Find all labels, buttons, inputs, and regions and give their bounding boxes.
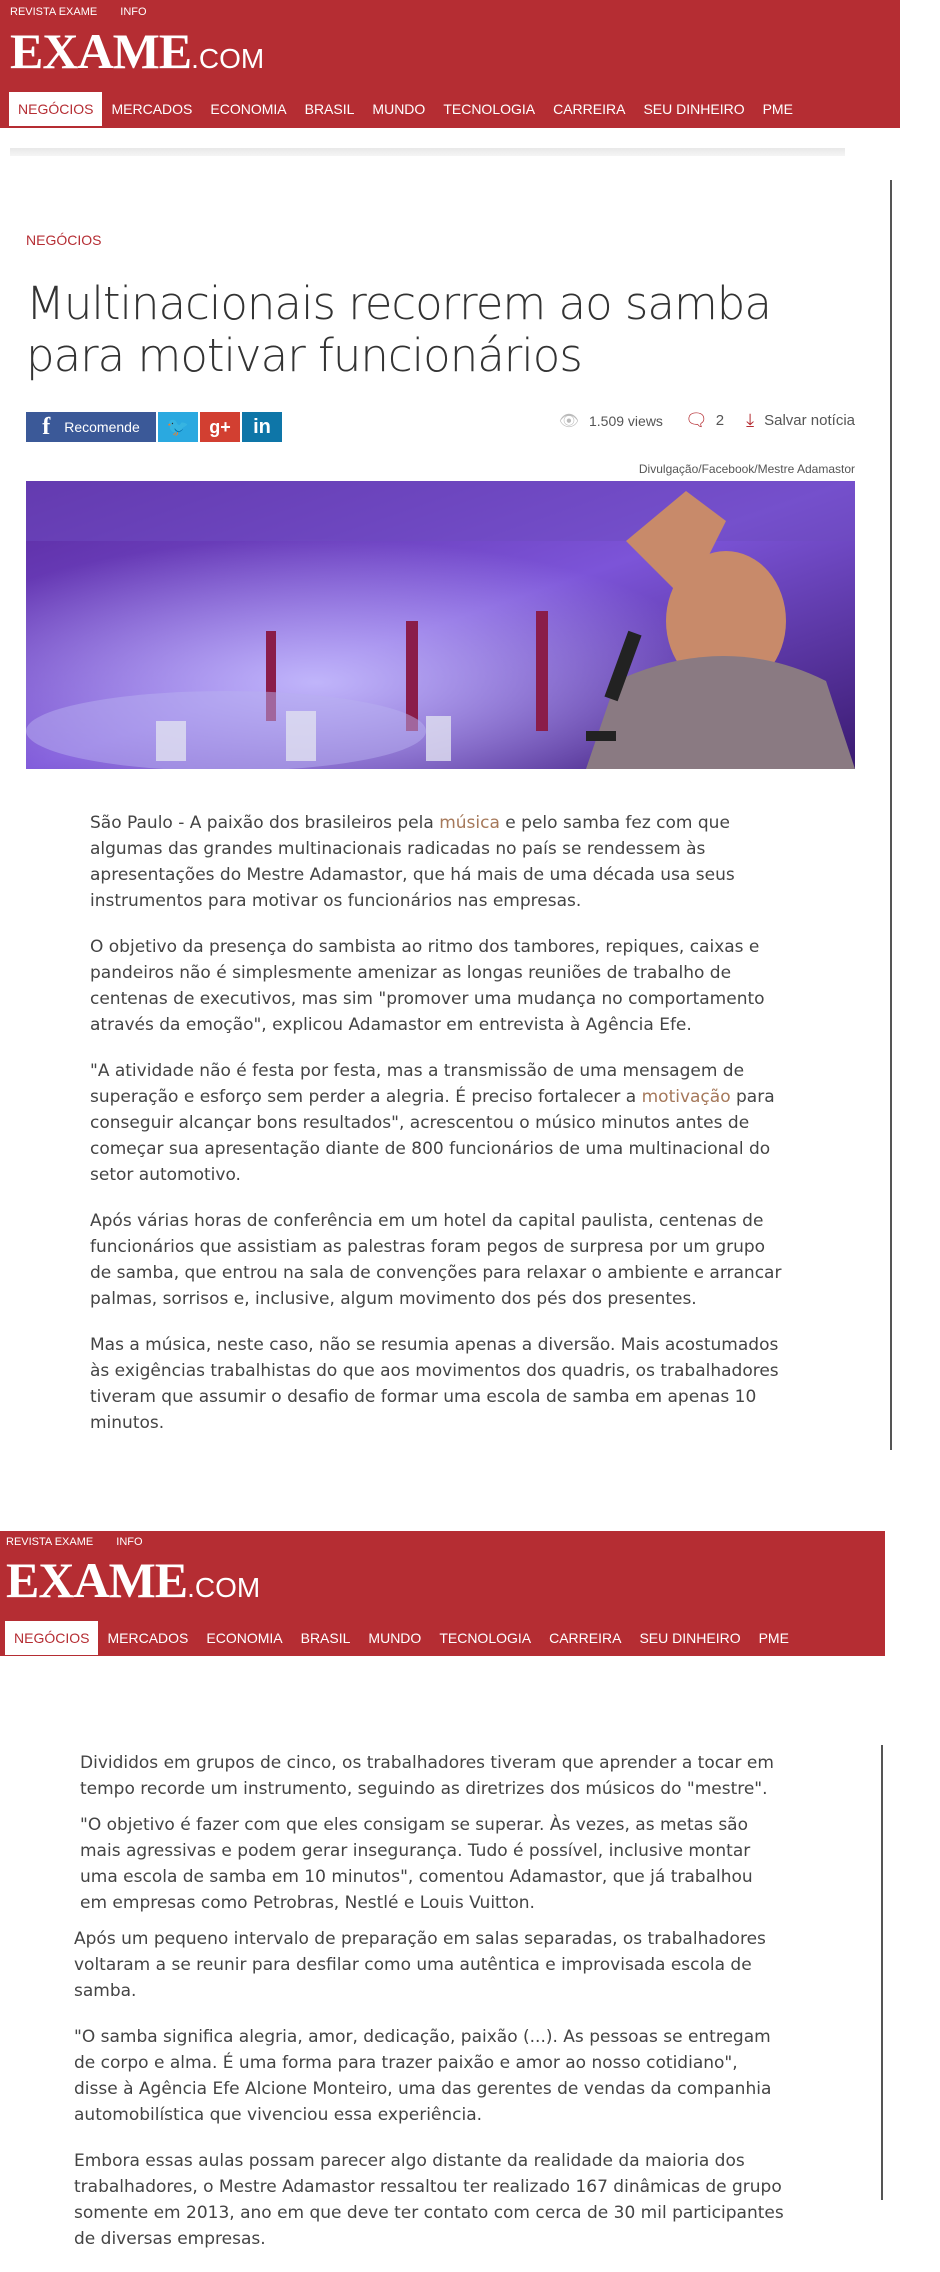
linkedin-share-button[interactable] [242, 412, 282, 442]
exame-logo[interactable] [6, 1552, 261, 1608]
nav-item-seu-dinheiro[interactable]: SEU DINHEIRO [643, 101, 745, 117]
article-paragraph: São Paulo - A paixão dos brasileiros pela música e pelo samba fez com que algumas das grandes multinacionais radicadas no país se rendessem às apresentações do Mestre Adamastor, que há mais de uma década usa seus instrumentos para motivar os funcionários nas empresas. [90, 813, 735, 911]
nav-item-tecnologia[interactable]: TECNOLOGIA [443, 101, 536, 117]
top-link-revista-exame[interactable]: REVISTA EXAME [6, 1536, 94, 1548]
nav-item-mundo[interactable]: MUNDO [372, 101, 426, 117]
nav-item-mercados[interactable]: MERCADOS [111, 101, 193, 117]
logo-suffix: .COM [191, 43, 265, 74]
logo-main: EXAME [10, 23, 192, 79]
right-border-line [890, 180, 892, 805]
save-icon[interactable]: ⤓ [746, 410, 755, 430]
article-paragraph: Divididos em grupos de cinco, os trabalhadores tiveram que aprender a tocar em tempo recorde um instrumento, seguindo as diretrizes dos músicos do "mestre". [80, 1753, 774, 1799]
nav-item-negocios[interactable]: NEGÓCIOS [5, 1621, 98, 1655]
save-news-link[interactable]: Salvar notícia [764, 412, 855, 429]
comment-count[interactable]: 2 [715, 412, 725, 429]
eye-icon: 👁 [558, 412, 579, 430]
top-links [6, 1536, 163, 1548]
logo-suffix: .COM [187, 1572, 261, 1603]
facebook-icon: f [42, 413, 51, 440]
nav-item-brasil[interactable]: BRASIL [300, 1630, 351, 1646]
twitter-icon: 🐦 [166, 416, 190, 437]
logo-main: EXAME [6, 1552, 188, 1608]
article-paragraph: Após várias horas de conferência em um hotel da capital paulista, centenas de funcionários que assistiam as palestras foram pegos de surpresa por um grupo de samba, que entrou na sala de convenções para relaxar o ambiente e arrancar palmas, sorrisos e, inclusive, algum movimento dos pés dos presentes. [90, 1211, 782, 1309]
facebook-label: Recomende [64, 419, 140, 435]
nav-item-seu-dinheiro[interactable]: SEU DINHEIRO [639, 1630, 741, 1646]
article-meta [559, 410, 855, 431]
nav-item-pme[interactable]: PME [762, 101, 793, 117]
linkedin-icon: in [253, 415, 271, 438]
link-musica[interactable]: música [439, 813, 500, 833]
link-motivacao[interactable]: motivação [641, 1087, 731, 1107]
nav-item-mercados[interactable]: MERCADOS [107, 1630, 189, 1646]
nav-item-brasil[interactable]: BRASIL [304, 101, 355, 117]
article-paragraph: "O objetivo é fazer com que eles consigam se superar. Às vezes, as metas são mais agressivas e podem gerar insegurança. Tudo é possível, inclusive montar uma escola de samba em 10 minutos", comentou Adamastor, que já trabalhou em empresas como Petrobras, Nestlé e Louis Vuitton. [80, 1815, 753, 1913]
gplus-share-button[interactable] [200, 412, 240, 442]
facebook-recommend-button[interactable] [26, 412, 156, 442]
article-paragraph: "A atividade não é festa por festa, mas a transmissão de uma mensagem de superação e esforço sem perder a alegria. É preciso fortalecer a motivação para conseguir alcançar bons resultados", acrescentou o músico minutos antes de começar sua apresentação diante de 800 funcionários de uma multinacional do setor automotivo. [90, 1061, 775, 1185]
main-nav [5, 1621, 798, 1655]
nav-item-pme[interactable]: PME [758, 1630, 789, 1646]
nav-item-tecnologia[interactable]: TECNOLOGIA [439, 1630, 532, 1646]
article-body [90, 810, 790, 1456]
nav-item-negocios[interactable]: NEGÓCIOS [9, 92, 102, 126]
exame-logo[interactable] [10, 23, 265, 79]
nav-item-carreira[interactable]: CARREIRA [549, 1630, 622, 1646]
top-link-info[interactable]: INFO [116, 1536, 143, 1548]
top-links [10, 6, 167, 18]
article-photo [26, 481, 855, 769]
top-link-info[interactable]: INFO [120, 6, 147, 18]
photo-credit: Divulgação/Facebook/Mestre Adamastor [638, 462, 855, 476]
gplus-icon: g+ [209, 416, 231, 437]
nav-item-economia[interactable]: ECONOMIA [206, 1630, 283, 1646]
main-nav [9, 92, 802, 126]
nav-item-economia[interactable]: ECONOMIA [210, 101, 287, 117]
article-paragraph: Embora essas aulas possam parecer algo distante da realidade da maioria dos trabalhadores, o Mestre Adamastor ressaltou ter realizado 167 dinâmicas de grupo somente em 2013, ano em que deve ter contato com cerca de 30 mil participantes de diversas empresas. [74, 2151, 784, 2249]
right-border-line [890, 805, 892, 1450]
nav-item-mundo[interactable]: MUNDO [368, 1630, 422, 1646]
separator-bar [10, 148, 845, 156]
top-link-revista-exame[interactable]: REVISTA EXAME [10, 6, 98, 18]
share-bar [26, 412, 284, 442]
article-paragraph: Após um pequeno intervalo de preparação em salas separadas, os trabalhadores voltaram a se reunir para desfilar como uma autêntica e improvisada escola de samba. [74, 1929, 766, 2001]
right-border-line [881, 1745, 883, 2200]
article-body-continued [74, 1750, 785, 2272]
comment-icon[interactable]: 🗨 [684, 410, 708, 430]
article-title: Multinacionais recorrem ao samba para motivar funcionários [26, 277, 771, 382]
site-header [0, 0, 900, 128]
section-label[interactable]: NEGÓCIOS [26, 232, 102, 248]
twitter-share-button[interactable] [158, 412, 198, 442]
site-header [0, 1531, 885, 1656]
view-count: 1.509 views [589, 412, 663, 429]
article-paragraph: "O samba significa alegria, amor, dedicação, paixão (...). As pessoas se entregam de corpo e alma. É uma forma para trazer paixão e amor ao nosso cotidiano", disse à Agência Efe Alcione Monteiro, uma das gerentes de vendas da companhia automobilística que vivenciou essa experiência. [74, 2027, 772, 2125]
article-paragraph: O objetivo da presença do sambista ao ritmo dos tambores, repiques, caixas e pandeiros não é simplesmente amenizar as longas reuniões de trabalho de centenas de executivos, mas sim "promover uma mudança no comportamento através da emoção", explicou Adamastor em entrevista à Agência Efe. [90, 937, 765, 1035]
nav-item-carreira[interactable]: CARREIRA [553, 101, 626, 117]
article-paragraph: Mas a música, neste caso, não se resumia apenas a diversão. Mais acostumados às exigências trabalhistas do que aos movimentos dos quadris, os trabalhadores tiveram que assumir o desafio de formar uma escola de samba em apenas 10 minutos. [90, 1335, 779, 1433]
